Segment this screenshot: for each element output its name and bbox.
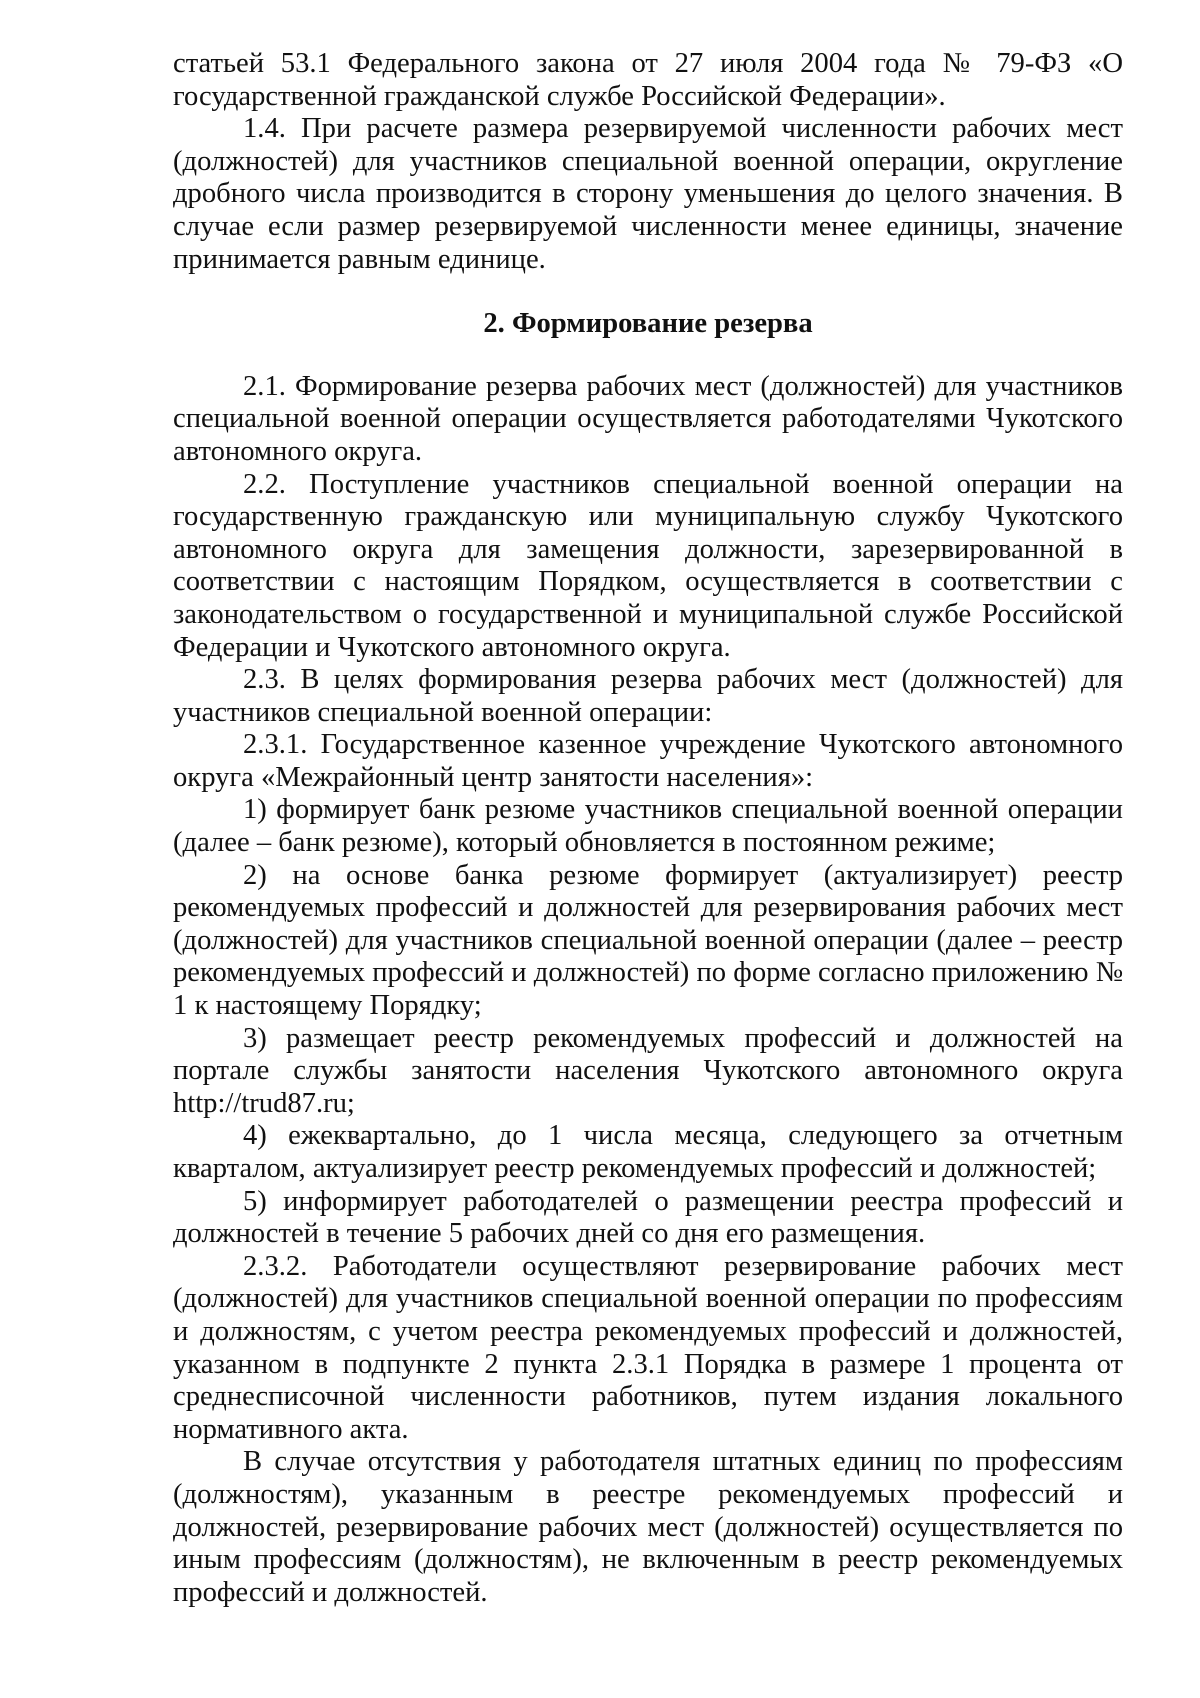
document-page (173, 48, 1123, 1609)
paragraph-1-4: 1.4. При расчете размера резервируемой численности рабочих мест (должностей) для участников специальной военной операции, округление дробного числа производится в сторону уменьшения до целого значения. В случае если размер резервируемой численности менее единицы, значение принимается равным единице. (173, 113, 1123, 275)
paragraph-final: В случае отсутствия у работодателя штатных единиц по профессиям (должностям), указанным в реестре рекомендуемых профессий и должностей, резервирование рабочих мест (должностей) осуществляется по иным профессиям (должностям), не включенным в реестр рекомендуемых профессий и должностей. (173, 1446, 1123, 1608)
paragraph-2-2: 2.2. Поступление участников специальной военной операции на государственную гражданскую или муниципальную службу Чукотского автономного округа для замещения должности, зарезервированной в соответствии с настоящим Порядком, осуществляется в соответствии с законодательством о государственной и муниципальной службе Российской Федерации и Чукотского автономного округа. (173, 468, 1123, 663)
section-heading: 2. Формирование резерва (483, 308, 813, 340)
paragraph-intro: статьей 53.1 Федерального закона от 27 июля 2004 года № 79-ФЗ «О государственной гражданской службе Российской Федерации». (173, 48, 1123, 112)
paragraph-2-3-2: 2.3.2. Работодатели осуществляют резервирование рабочих мест (должностей) для участников специальной военной операции по профессиям и должностям, с учетом реестра рекомендуемых профессий и должностей, указанном в подпункте 2 пункта 2.3.1 Порядка в размере 1 процента от среднесписочной численности работников, путем издания локального нормативного акта. (173, 1250, 1123, 1445)
paragraph-2-1: 2.1. Формирование резерва рабочих мест (должностей) для участников специальной военной операции осуществляется работодателями Чукотского автономного округа. (173, 370, 1123, 467)
list-item-1: 1) формирует банк резюме участников специальной военной операции (далее – банк резюме), который обновляется в постоянном режиме; (173, 794, 1123, 859)
list-item-4: 4) ежеквартально, до 1 числа месяца, следующего за отчетным кварталом, актуализирует реестр рекомендуемых профессий и должностей; (173, 1120, 1123, 1184)
list-item-2: 2) на основе банка резюме формирует (актуализирует) реестр рекомендуемых профессий и должностей для резервирования рабочих мест (должностей) для участников специальной военной операции (далее – реестр рекомендуемых профессий и должностей) по форме согласно приложению № 1 к настоящему Порядку; (173, 859, 1123, 1022)
paragraph-2-3-1: 2.3.1. Государственное казенное учреждение Чукотского автономного округа «Межрайонный центр занятости населения»: (173, 729, 1123, 793)
list-item-5: 5) информирует работодателей о размещении реестра профессий и должностей в течение 5 рабочих дней со дня его размещения. (173, 1185, 1123, 1250)
list-item-3: 3) размещает реестр рекомендуемых профессий и должностей на портале службы занятости населения Чукотского автономного округа http://trud87.ru; (173, 1022, 1123, 1119)
paragraph-2-3: 2.3. В целях формирования резерва рабочих мест (должностей) для участников специальной военной операции: (173, 664, 1123, 728)
